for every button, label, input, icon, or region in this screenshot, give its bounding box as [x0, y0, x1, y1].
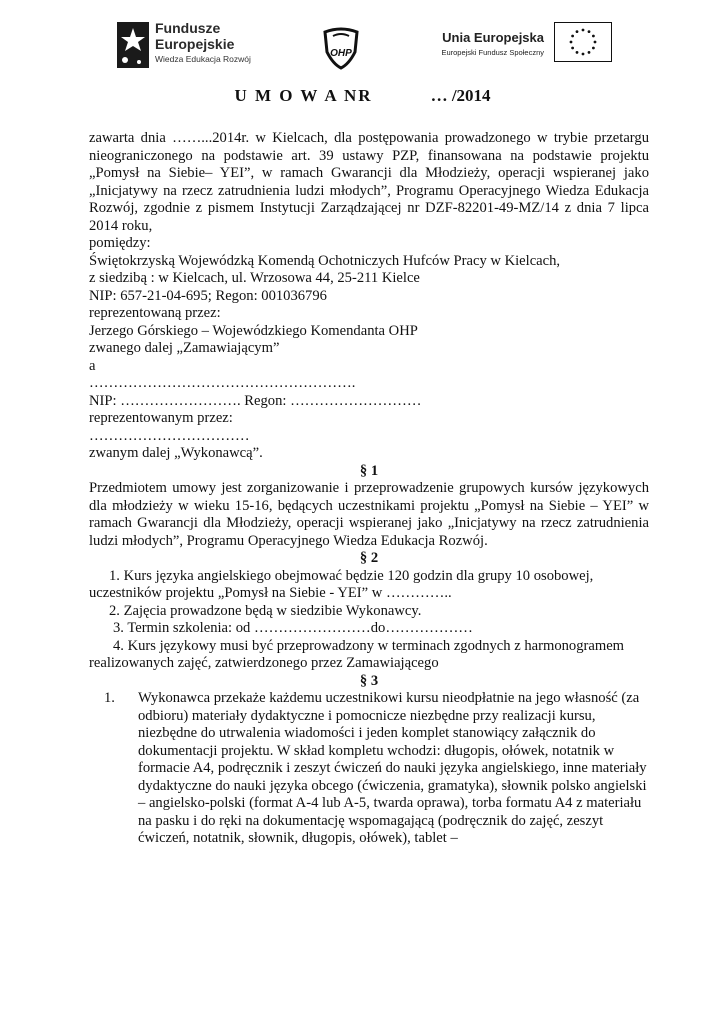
- header-logos: [0, 14, 725, 74]
- intro-line: pomiędzy:: [89, 235, 151, 251]
- intro-line: zwanego dalej „Zamawiającym”: [89, 340, 280, 356]
- ohp-text: OHP: [330, 48, 352, 59]
- fe-title-2: Europejskie: [155, 36, 235, 52]
- section-2-item-1-cont: uczestników projektu „Pomysł na Siebie - YEI” w …………..: [89, 585, 452, 601]
- ohp-logo: [319, 26, 363, 70]
- fe-title-1: Fundusze: [155, 20, 221, 36]
- section-2-item-3: 3. Termin szkolenia: od ……………………do………………: [113, 620, 473, 636]
- intro-line: reprezentowaną przez:: [89, 305, 221, 321]
- intro-line: zwanym dalej „Wykonawcą”.: [89, 445, 263, 461]
- eu-flag-icon: [554, 22, 612, 62]
- section-2-item-4-cont: realizowanych zajęć, zatwierdzonego przez Zamawiającego: [89, 655, 439, 671]
- intro-line: Świętokrzyską Wojewódzką Komendą Ochotniczych Hufców Pracy w Kielcach,: [89, 252, 561, 269]
- intro-line: NIP: 657-21-04-695; Regon: 001036796: [89, 287, 327, 304]
- fe-star-icon: [117, 20, 149, 70]
- section-3-item-1-number: 1.: [104, 690, 115, 706]
- intro-line: ……………………………………………….: [89, 375, 356, 391]
- section-1-heading: § 1: [359, 462, 379, 479]
- intro-line: ……………………………: [89, 427, 250, 444]
- intro-line: reprezentowanym przez:: [89, 410, 233, 426]
- section-2-heading: § 2: [359, 550, 379, 566]
- section-3-heading: § 3: [359, 672, 379, 689]
- fe-subtitle: Wiedza Edukacja Rozwój: [155, 54, 251, 64]
- intro-line: z siedzibą : w Kielcach, ul. Wrzosowa 44, 25-211 Kielce: [89, 270, 420, 286]
- section-3-item-1-text: Wykonawca przekaże każdemu uczestnikowi kursu nieodpłatnie na jego własność (za odbioru) materiały dydaktyczne i pomocnicze niezbędne przy realizacji kursu, niezbędne do utrwalenia wiadomości i jeden komplet stanowiący załącznik do dokumentacji projektu. W skład kompletu wchodzi: długopis, ołówek, notatnik w formacie A4, podręcznik i zeszyt ćwiczeń do nauki języka angielskiego, inne materiały dydaktyczne do nauki języka obcego (ćwiczenia, gramatyka), słownik polsko angielski – angielsko-polski (format A-4 lub A-5, twarda oprawa), torba formatu A4 z materiału na pasku i do ręki na dokumentację wspomagającą (podręcznik do zajęć, zeszyt ćwiczeń, notatnik, słownik, długopis, ołówek), tablet –: [138, 690, 647, 846]
- fundusze-europejskie-logo: [117, 20, 277, 74]
- section-3-item-1: [89, 690, 649, 848]
- section-1-text: Przedmiotem umowy jest zorganizowanie i przeprowadzenie grupowych kursów językowych dla młodzieży w wieku 15-16, będących uczestnikami projektu „Pomysł na Siebie – YEI” w ramach Gwarancji dla Młodzieży, operacji wspieranej jako „Inicjatywy na rzecz zatrudnienia ludzi młodych”, Programu Operacyjnego Wiedza Edukacja Rozwój.: [89, 480, 649, 549]
- section-2-item-4: 4. Kurs językowy musi być przeprowadzony w terminach zgodnych z harmonogramem: [113, 637, 625, 654]
- ue-subtitle: Europejski Fundusz Społeczny: [441, 48, 544, 57]
- unia-europejska-logo: [422, 22, 612, 72]
- intro-line: a: [89, 357, 96, 374]
- ohp-shield-icon: [319, 26, 363, 70]
- ue-title: Unia Europejska: [442, 30, 544, 45]
- intro-paragraph: zawarta dnia ……...2014r. w Kielcach, dla postępowania prowadzonego w trybie przetargu nieograniczonego na podstawie art. 39 ustawy PZP, finansowana na podstawie projektu „Pomysł na Siebie– YEI”, w ramach Gwarancji dla Młodzieży, operacji wspieranej jako „Inicjatywy na rzecz zatrudnienia ludzi młodych”, Programu Operacyjnego Wiedza Edukacja Rozwój, zgodnie z pismem Instytucji Zarządzającej nr DZF-82201-49-MZ/14 z dnia 7 lipca 2014 roku,: [89, 130, 649, 234]
- intro-line: NIP: ……………………. Regon: ………………………: [89, 392, 422, 409]
- contract-number: … /2014: [430, 86, 491, 105]
- section-2-item-2: 2. Zajęcia prowadzone będą w siedzibie Wykonawcy.: [109, 602, 422, 619]
- intro-line: Jerzego Górskiego – Wojewódzkiego Komendanta OHP: [89, 322, 418, 339]
- title-text: U M O W A NR: [234, 86, 373, 105]
- document-body: [89, 130, 649, 848]
- section-2-item-1: 1. Kurs języka angielskiego obejmować będzie 120 godzin dla grupy 10 osobowej,: [109, 567, 594, 584]
- document-title: [0, 86, 725, 106]
